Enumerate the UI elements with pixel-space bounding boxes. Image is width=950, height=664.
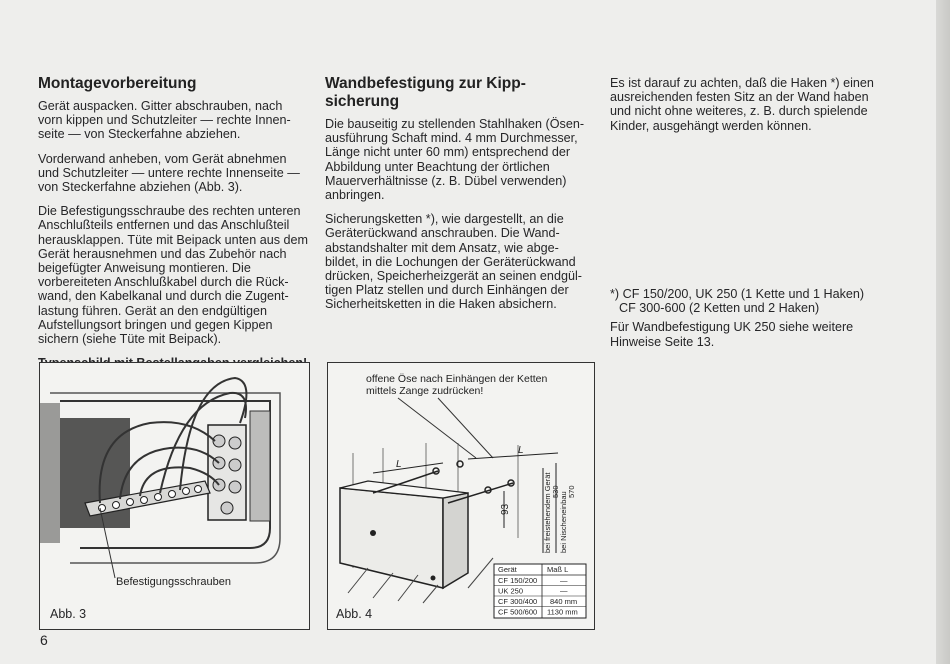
table-cell: CF 500/600: [498, 607, 538, 617]
illustration-connection-terminal: [40, 363, 309, 629]
paragraph: Gerät auspacken. Gitter abschrauben, nach vorn kippen und Schutzleiter — rechte Innen-seite — von Steckerfahne abziehen.: [38, 99, 291, 142]
paragraph: Es ist darauf zu achten, daß die Haken *) einen ausreichenden festen Sitz an der Wand haben und nicht ohne weiteres, z. B. durch spielende Kinder, ausgehängt werden können.: [610, 76, 874, 133]
dimension-table: [494, 564, 586, 618]
callout-befestigungsschrauben: Befestigungsschrauben: [116, 576, 231, 588]
table-cell: —: [560, 576, 568, 585]
figure-label: Abb. 3: [50, 607, 87, 621]
vval-570: 570: [567, 485, 576, 498]
paragraph: Sicherungsketten *), wie dargestellt, an die Geräterückwand anschrauben. Die Wand-abstandshalter mit dem Ansatz, wie abge-bildet, in die Lochungen der Geräterückwand drücken, Speicherheizgerät an seinen endgül-tigen Platz stellen und durch Einhängen der Sicherheitsketten in die Haken absichern.: [325, 212, 582, 312]
callout-line-2: mittels Zange zudrücken!: [366, 385, 484, 397]
footnotes: [610, 287, 900, 354]
callout-line-1: offene Öse nach Einhängen der Ketten: [366, 373, 548, 385]
dimension-93: 93: [500, 503, 511, 515]
paragraph: Die Befestigungsschraube des rechten unteren Anschlußteils entfernen und das Anschlußteil herausklappen. Tüte mit Beipack unten aus dem Gerät herausnehmen und das Zubehör nach beigefügter Anweisung montieren. Die vorbereiteten Anschlußkabel durch die Rück-wand, den Kabelkanal und durch die Zugent-lastung führen. Gerät an den endgültigen Aufstellungsort bringen und gegen Kippen sichern (siehe Tüte mit Beipack).: [38, 204, 308, 347]
table-cell: CF 300/400: [498, 597, 538, 606]
illustration-wall-mounting: [328, 363, 594, 629]
heading-wandbefestigung: Wandbefestigung zur Kipp-sicherung: [325, 75, 526, 110]
footnote-1: *) CF 150/200, UK 250 (1 Kette und 1 Haken): [610, 287, 865, 301]
table-cell: 1130 mm: [547, 607, 578, 617]
heading-montagevorbereitung: Montagevorbereitung: [38, 75, 197, 92]
table-header-mass: Maß L: [547, 565, 569, 574]
paragraph: Vorderwand anheben, vom Gerät abnehmen und Schutzleiter — untere rechte Innenseite — von Steckerfahne abziehen (Abb. 3).: [38, 151, 300, 195]
dimension-l-right: L: [518, 445, 524, 456]
column-wandbefestigung: [325, 75, 587, 322]
dimension-l: L: [396, 459, 402, 470]
page-edge: [936, 0, 950, 664]
table-cell: —: [560, 586, 568, 596]
table-header-geraet: Gerät: [498, 565, 517, 574]
page-number: 6: [40, 632, 48, 648]
table-cell: UK 250: [498, 586, 524, 596]
paragraph: Die bauseitig zu stellenden Stahlhaken (Ösen-ausführung Schaft mind. 4 mm Durchmesser, Länge nicht unter 60 mm) entsprechend der Abbildung unter Beachtung der örtlichen Mauerverhältnisse (z. B. Dübel verwenden) anbringen.: [325, 117, 585, 203]
footnote-3: Für Wandbefestigung UK 250 siehe weitere Hinweise Seite 13.: [610, 320, 854, 349]
vval-530: 530: [551, 485, 560, 498]
table-cell: CF 150/200: [498, 576, 538, 585]
figure-abb4: [327, 362, 595, 630]
footnote-2: CF 300-600 (2 Ketten und 2 Haken): [619, 301, 820, 316]
vlabel-freistehend: bei freistehendem Gerät: [543, 472, 552, 553]
figure-abb3: [39, 362, 310, 630]
figure-label: Abb. 4: [336, 607, 373, 621]
table-cell: 840 mm: [550, 597, 578, 606]
column-montage: [38, 75, 310, 380]
vlabel-nischeneinbau: bei Nischeneinbau: [559, 491, 568, 553]
column-hinweis: [610, 76, 885, 143]
